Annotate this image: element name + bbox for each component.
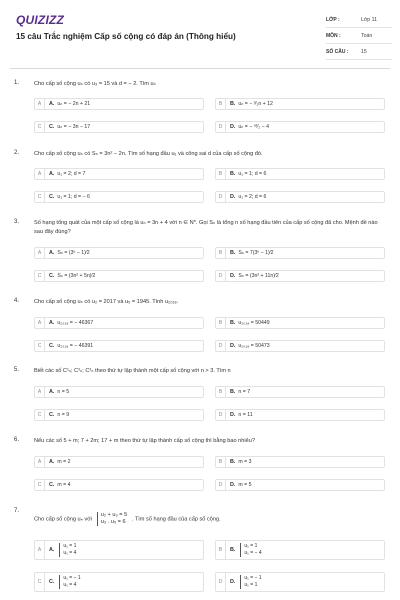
option-letter: D.: [230, 482, 236, 488]
option-c[interactable]: [34, 479, 204, 491]
question-text: Cho cấp số cộng uₙ có u₃ = 15 và d = − 2. Tìm uₙ: [34, 81, 156, 87]
meta-value: 15: [361, 48, 367, 55]
option-b[interactable]: [215, 317, 385, 329]
equation-line: u₂ + u₃ = 5: [100, 512, 128, 518]
option-letter: B.: [230, 389, 236, 395]
option-letter: B.: [230, 101, 236, 107]
option-box: C: [35, 480, 45, 490]
header-divider: [10, 68, 390, 69]
option-box: D: [216, 271, 226, 281]
option-c[interactable]: [34, 121, 204, 133]
option-d[interactable]: [215, 191, 385, 203]
option-letter: C.: [49, 412, 55, 418]
option-letter: B.: [230, 320, 236, 326]
question-text: Cho cấp số cộng uₙ có u₂ = 2017 và u₅ = 1945. Tính u₂₀₁₈.: [34, 299, 179, 305]
option-box: D: [216, 573, 226, 591]
option-c[interactable]: [34, 409, 204, 421]
option-a[interactable]: [34, 540, 204, 560]
question-text-after: . Tìm số hạng đầu của cấp số cộng.: [131, 516, 221, 523]
question-number: 4.: [14, 298, 20, 304]
option-text: m = 2: [57, 459, 71, 465]
option-box: A: [35, 99, 45, 109]
option-box: C: [35, 122, 45, 132]
option-letter: C.: [49, 124, 55, 130]
option-letter: C.: [49, 343, 55, 349]
option-letter: D.: [230, 194, 236, 200]
option-line: u₁ = − 1: [244, 575, 262, 581]
option-letter: B.: [230, 171, 236, 177]
option-box: A: [35, 318, 45, 328]
option-letter: A.: [49, 320, 55, 326]
option-box: B: [216, 457, 226, 467]
option-line: u₁ = 4: [63, 550, 77, 556]
meta-value: Toán: [361, 32, 373, 39]
option-letter: C.: [49, 579, 55, 585]
option-a[interactable]: [34, 386, 204, 398]
option-letter: B.: [230, 250, 236, 256]
question-number: 6.: [14, 437, 20, 443]
option-box: B: [216, 387, 226, 397]
option-box: B: [216, 99, 226, 109]
option-text: Sₙ = (3ⁿ − 1)⁄2: [57, 250, 90, 256]
option-a[interactable]: [34, 98, 204, 110]
option-box: C: [35, 341, 45, 351]
option-d[interactable]: [215, 340, 385, 352]
question-number: 5.: [14, 367, 20, 373]
option-box: C: [35, 271, 45, 281]
option-b[interactable]: [215, 247, 385, 259]
option-line: u₁ = 1: [244, 543, 258, 549]
option-box: B: [216, 248, 226, 258]
option-d[interactable]: [215, 479, 385, 491]
option-letter: A.: [49, 171, 55, 177]
option-letter: A.: [49, 547, 55, 553]
option-box: D: [216, 192, 226, 202]
option-c[interactable]: [34, 572, 204, 592]
option-text: u₂₀₁₈ = 50473: [238, 343, 270, 349]
option-text: n = 9: [57, 412, 70, 418]
option-text: n = 11: [238, 412, 253, 418]
option-c[interactable]: [34, 270, 204, 282]
option-c[interactable]: [34, 340, 204, 352]
option-b[interactable]: [215, 386, 385, 398]
option-d[interactable]: [215, 409, 385, 421]
option-text: u₁ = 1; d = 6: [238, 171, 267, 177]
option-line: u₁ = 1: [244, 582, 258, 588]
option-letter: A.: [49, 250, 55, 256]
meta-label: SỐ CÂU :: [326, 48, 349, 55]
option-box: C: [35, 192, 45, 202]
option-text: Sₙ = 7(3ⁿ − 1)⁄2: [238, 250, 274, 256]
option-box: C: [35, 410, 45, 420]
question-number: 3.: [14, 219, 20, 225]
meta-row-subject: [326, 28, 392, 44]
option-text: Sₙ = (3n² + 5n)⁄2: [57, 273, 96, 279]
question-text: Biết các số C¹ₙ; C²ₙ; C³ₙ theo thứ tự lập thành một cấp số cộng với n > 3. Tìm n: [34, 368, 231, 374]
option-text: u₂₀₁₈ = − 46367: [57, 320, 94, 326]
option-box: D: [216, 341, 226, 351]
option-box: D: [216, 122, 226, 132]
question-text-before: Cho cấp số cộng uₙ với: [34, 516, 93, 523]
equation-line: u₃ . u₅ = 6: [100, 519, 126, 525]
option-text: u₁ = 2; d = 6: [238, 194, 267, 200]
option-line: u₁ = − 4: [244, 550, 262, 556]
option-letter: D.: [230, 124, 236, 130]
option-box: C: [35, 573, 45, 591]
option-line: u₁ = − 1: [63, 575, 81, 581]
option-c[interactable]: [34, 191, 204, 203]
option-system: [240, 543, 261, 557]
option-box: D: [216, 410, 226, 420]
option-text: uₙ = − 2n + 21: [57, 101, 91, 107]
option-letter: B.: [230, 459, 236, 465]
option-text: u₁ = 1; d = − 6: [57, 194, 90, 200]
equation-system: [97, 512, 128, 526]
option-letter: C.: [49, 482, 55, 488]
option-line: u₁ = 1: [63, 543, 77, 549]
option-box: A: [35, 457, 45, 467]
option-letter: C.: [49, 194, 55, 200]
option-text: m = 4: [57, 482, 71, 488]
quizizz-logo: QUIZIZZ: [16, 13, 65, 27]
option-box: B: [216, 169, 226, 179]
option-b[interactable]: [215, 168, 385, 180]
option-text: uₙ = − 3n − 17: [57, 124, 91, 130]
option-system: [59, 543, 76, 557]
option-system: [240, 575, 261, 589]
option-line: u₁ = 4: [63, 582, 77, 588]
option-box: A: [35, 248, 45, 258]
option-text: u₂₀₁₈ = − 46391: [57, 343, 94, 349]
option-d[interactable]: [215, 121, 385, 133]
option-box: A: [35, 169, 45, 179]
option-box: B: [216, 541, 226, 559]
meta-value: Lớp 11: [361, 16, 377, 23]
option-box: A: [35, 387, 45, 397]
option-a[interactable]: [34, 317, 204, 329]
worksheet-header: [0, 0, 400, 68]
question-number: 7.: [14, 508, 20, 514]
meta-label: LỚP :: [326, 16, 340, 23]
option-box: A: [35, 541, 45, 559]
option-box: B: [216, 318, 226, 328]
option-letter: D.: [230, 273, 236, 279]
option-b[interactable]: [215, 540, 385, 560]
option-a[interactable]: [34, 168, 204, 180]
worksheet-meta: [326, 12, 392, 60]
question-text: Số hạng tổng quát của một cấp số cộng là uₙ = 3n + 4 với n ∈ N*. Gọi Sₙ là tổng n số hạng đầu tiên của cấp số cộng đã cho. Mệnh đề nào sau đây đúng?: [34, 220, 378, 235]
option-text: uₙ = − ⁿ²⁄₂ − 4: [238, 124, 270, 130]
option-text: u₂₀₁₈ = 50449: [238, 320, 270, 326]
option-letter: C.: [49, 273, 55, 279]
question-number: 1.: [14, 80, 20, 86]
option-b[interactable]: [215, 456, 385, 468]
worksheet-title: 15 câu Trắc nghiệm Cấp số cộng có đáp án (Thông hiểu): [16, 32, 236, 41]
option-a[interactable]: [34, 247, 204, 259]
option-text: n = 5: [57, 389, 70, 395]
option-box: D: [216, 480, 226, 490]
meta-row-class: [326, 12, 392, 28]
meta-row-count: [326, 44, 392, 60]
option-letter: A.: [49, 101, 55, 107]
option-text: u₁ = 2; d = 7: [57, 171, 86, 177]
option-text: m = 5: [238, 482, 252, 488]
option-a[interactable]: [34, 456, 204, 468]
option-letter: D.: [230, 412, 236, 418]
option-letter: A.: [49, 389, 55, 395]
option-letter: D.: [230, 579, 236, 585]
option-text: m = 3: [238, 459, 252, 465]
option-text: n = 7: [238, 389, 251, 395]
option-d[interactable]: [215, 572, 385, 592]
option-d[interactable]: [215, 270, 385, 282]
question-text: Nếu các số 5 + m; 7 + 2m; 17 + m theo thứ tự lập thành cấp số cộng thì bằng bao nhiêu?: [34, 438, 255, 444]
option-letter: B.: [230, 547, 236, 553]
question-text: Cho cấp số cộng uₙ có Sₙ = 3n² − 2n. Tìm số hạng đầu u₁ và công sai d của cấp số cộng đó.: [34, 151, 263, 157]
option-letter: D.: [230, 343, 236, 349]
option-text: uₙ = − ³⁄₂n + 12: [238, 101, 273, 107]
question-text: [34, 512, 386, 526]
option-text: Sₙ = (3n² + 11n)⁄2: [238, 273, 279, 279]
option-b[interactable]: [215, 98, 385, 110]
option-letter: A.: [49, 459, 55, 465]
question-number: 2.: [14, 150, 20, 156]
meta-label: MÔN :: [326, 32, 341, 39]
option-system: [59, 575, 80, 589]
